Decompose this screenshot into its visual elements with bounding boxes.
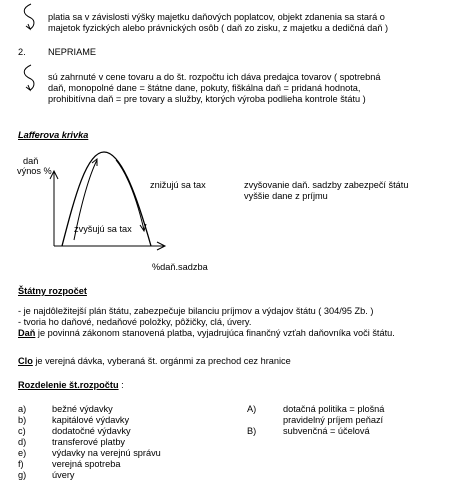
- hook-arrow-icon: [24, 65, 34, 90]
- list-key: a): [18, 404, 27, 414]
- division-right-items: [283, 404, 384, 437]
- budget-clo-definition: [18, 356, 291, 366]
- list-key: e): [18, 448, 27, 458]
- tax-term: Daň: [18, 328, 36, 338]
- list-item: kapitálové výdavky: [52, 415, 130, 425]
- list-item: verejná spotreba: [52, 459, 121, 469]
- budget-text: [18, 306, 395, 339]
- budget-title: Štátny rozpočet: [18, 286, 87, 296]
- division-title: [18, 380, 124, 390]
- tax-definition-text: je povinná zákonom stanovená platba, vyjadrujúca finančný vzťah daňovníka voči štátu.: [35, 328, 395, 338]
- section2-line: prohibitívna daň = pre tovary a služby, ktorých výroba podlieha kontrole štátu ): [48, 94, 366, 104]
- clo-definition-text: je verejná dávka, vyberaná št. orgánmi za prechod cez hranice: [32, 356, 291, 366]
- section2-line: sú zahrnuté v cene tovaru a do št. rozpočtu ich dáva predajca tovarov ( spotrebná: [48, 72, 381, 82]
- section1-text: [48, 12, 388, 34]
- section2-heading: NEPRIAME: [48, 47, 96, 57]
- hook-arrow-icon: [24, 4, 34, 29]
- decrease-arrow-icon: [116, 160, 146, 231]
- laffer-label-increase: zvyšujú sa tax: [74, 224, 132, 234]
- list-key: f): [18, 459, 24, 469]
- laffer-note-line: zvyšovanie daň. sadzby zabezpečí štátu: [244, 180, 409, 190]
- budget-line: - je najdôležitejší plán štátu, zabezpečuje bilanciu príjmov a výdajov štátu ( 304/95 Zb. ): [18, 306, 374, 316]
- laffer-note: [244, 180, 408, 202]
- laffer-ylabel-line2: výnos %: [17, 166, 52, 176]
- laffer-title: Lafferova krivka: [18, 130, 89, 140]
- list-item: bežné výdavky: [52, 404, 113, 414]
- list-item: transferové platby: [52, 437, 126, 447]
- list-key: A): [247, 404, 257, 414]
- list-item-continuation: pravidelný príjem peňazí: [283, 415, 384, 425]
- budget-tax-definition: [18, 328, 395, 339]
- list-item: subvenčná = účelová: [283, 426, 370, 436]
- list-item: dodatočné výdavky: [52, 426, 131, 436]
- list-key: d): [18, 437, 27, 447]
- section2-text: [48, 72, 380, 105]
- laffer-note-line: vyššie dane z príjmu: [244, 191, 328, 201]
- clo-term: Clo: [18, 356, 33, 366]
- laffer-label-reduce: znižujú sa tax: [150, 180, 206, 190]
- list-item: výdavky na verejnú správu: [52, 448, 161, 458]
- division-title-text: Rozdelenie št.rozpočtu: [18, 380, 119, 390]
- division-left-items: [52, 404, 161, 481]
- section2-line: daň, monopolné dane = štátne dane, pokuty, fiškálna daň = pridaná hodnota,: [48, 83, 361, 93]
- laffer-ylabel-line1: daň: [23, 156, 39, 166]
- budget-line: - tvoria ho daňové, nedaňové položky, pôžičky, clá, úvery.: [18, 317, 252, 327]
- list-item: úvery: [52, 470, 75, 480]
- section2-number: 2.: [18, 47, 26, 57]
- section1-line: platia sa v závislosti výšky majetku daňových poplatcov, objekt zdanenia sa stará o: [48, 12, 385, 22]
- list-key: b): [18, 415, 27, 425]
- division-left-keys: [18, 404, 26, 481]
- list-item: dotačná politika = plošná: [283, 404, 385, 414]
- division-right-keys: [247, 404, 256, 437]
- list-key: c): [18, 426, 26, 436]
- laffer-xlabel: %daň.sadzba: [152, 262, 208, 272]
- list-key: g): [18, 470, 27, 480]
- division-title-suffix: :: [118, 380, 124, 390]
- list-key: B): [247, 426, 257, 436]
- section1-line: majetok fyzických alebo právnických osôb ( daň zo zisku, z majetku a dedičná daň ): [48, 23, 389, 33]
